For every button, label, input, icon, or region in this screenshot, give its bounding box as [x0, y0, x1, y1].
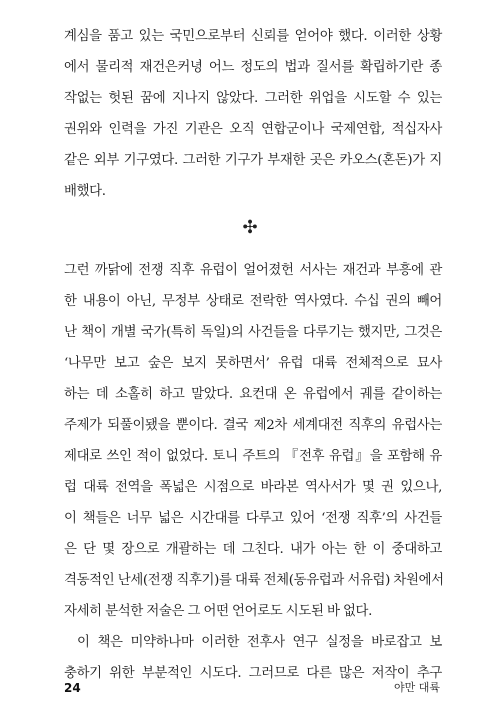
text-line: 계심을 품고 있는 국민으로부터 신뢰를 얻어야 했다. 이러한 상황 [64, 29, 442, 44]
text-line: 한 내용이 아닌, 무정부 상태로 전락한 역사였다. 수십 권의 빼어 [64, 294, 442, 309]
page-number: 24 [64, 681, 81, 695]
text-line: 배했다. [64, 184, 106, 199]
body-paragraph [64, 255, 442, 689]
text-line: 그런 까닭에 전쟁 직후 유럽이 얼어졌헌 서사는 재건과 부흥에 관 [64, 263, 442, 278]
text-line: 이 책들은 너무 넓은 시간대를 다루고 있어 ‘전쟁 직후’의 사건들 [64, 511, 442, 526]
text-line: 럽 대륙 전역을 폭넓은 시점으로 바라본 역사서가 몇 권 있으나, [64, 480, 442, 495]
text-line: 주제가 되풀이됐을 뿐이다. 결국 제2차 세계대전 직후의 유럽사는 [64, 418, 442, 433]
text-line: 제대로 쓰인 적이 없었다. 토니 주트의 『전후 유럽』을 포함해 유 [64, 449, 442, 464]
running-title: 야만 대륙 [393, 681, 440, 694]
text-line: 같은 외부 기구였다. 그러한 기구가 부재한 곳은 카오스(혼돈)가 지 [64, 153, 442, 168]
text-line: 작없는 헛된 꿈에 지나지 않았다. 그러한 위업을 시도할 수 있는 [64, 91, 442, 106]
body-paragraph [64, 21, 442, 207]
text-line: 자세히 분석한 저술은 그 어떤 언어로도 시도된 바 없다. [64, 604, 373, 619]
text-line: 격동적인 난세(전쟁 직후기)를 대륙 전체(동유럽과 서유럽) 차원에서 [64, 573, 444, 588]
text-line: 충하기 위한 부분적인 시도다. 그러므로 다른 많은 저작이 추구 [64, 666, 442, 681]
text-line: 권위와 인력을 가진 기관은 오직 연합군이나 국제연합, 적십자사 [64, 122, 442, 137]
text-line: 은 단 몇 장으로 개괄하는 데 그친다. 내가 아는 한 이 중대하고 [64, 542, 442, 557]
text-line: 하는 데 소홀히 하고 말았다. 요컨대 온 유럽에서 궤를 같이하는 [64, 387, 442, 402]
text-line: ‘나무만 보고 숲은 보지 못하면서’ 유럽 대륙 전체적으로 묘사 [64, 356, 442, 371]
text-line: 에서 물리적 재건은커녕 어느 정도의 법과 질서를 확립하기란 종 [64, 60, 442, 75]
text-line: 이 책은 미약하나마 이러한 전후사 연구 실정을 바로잡고 보 [77, 635, 442, 650]
section-break-ornament-icon: ✣ [242, 217, 258, 238]
text-line: 난 책이 개별 국가(특히 독일)의 사건들을 다루기는 했지만, 그것은 [64, 325, 442, 340]
